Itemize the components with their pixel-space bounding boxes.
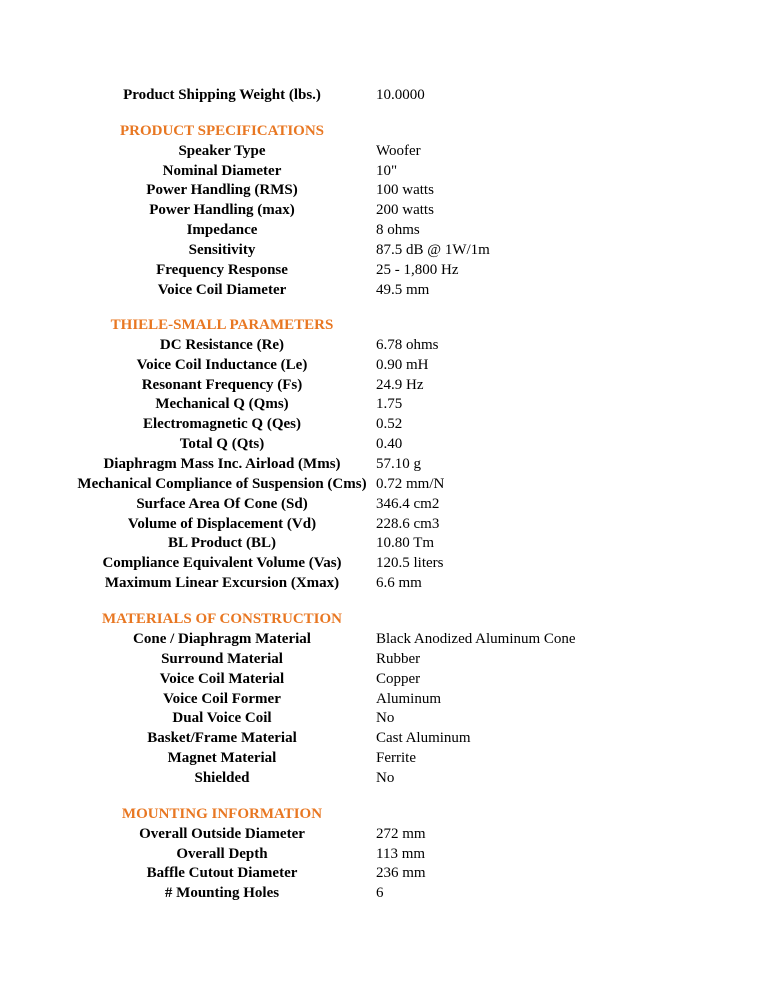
- row-label: Voice Coil Former: [163, 691, 281, 707]
- row-label: Sensitivity: [188, 242, 256, 258]
- row-label: Product Shipping Weight (lbs.): [123, 87, 321, 103]
- spec-row: [0, 200, 768, 220]
- spec-row: [0, 355, 768, 375]
- row-value: Cast Aluminum: [376, 730, 471, 746]
- row-value: 236 mm: [376, 865, 426, 881]
- row-label: Overall Depth: [176, 846, 268, 862]
- row-value: No: [376, 710, 395, 726]
- row-label: Resonant Frequency (Fs): [141, 377, 303, 393]
- row-label: Nominal Diameter: [162, 163, 282, 179]
- section-heading-thiele-small-parameters: THIELE-SMALL PARAMETERS: [110, 317, 334, 333]
- row-value: 6: [376, 885, 384, 901]
- spec-row: [0, 573, 768, 593]
- row-value: 6.78 ohms: [376, 337, 439, 353]
- spec-row: [0, 883, 768, 903]
- spec-row: [0, 669, 768, 689]
- spec-row: [0, 434, 768, 454]
- spec-row: [0, 689, 768, 709]
- section-heading-materials-of-construction: MATERIALS OF CONSTRUCTION: [101, 611, 343, 627]
- row-label: Diaphragm Mass Inc. Airload (Mms): [103, 456, 341, 472]
- row-value: Aluminum: [376, 691, 442, 707]
- row-value: 87.5 dB @ 1W/1m: [376, 242, 490, 258]
- row-value: 0.52: [376, 416, 403, 432]
- row-value: Copper: [376, 671, 421, 687]
- row-value: Rubber: [376, 651, 421, 667]
- row-label: # Mounting Holes: [164, 885, 280, 901]
- spec-row: [0, 454, 768, 474]
- spec-row: [0, 161, 768, 181]
- row-label: Mechanical Q (Qms): [155, 396, 289, 412]
- row-value: Woofer: [376, 143, 421, 159]
- row-label: Voice Coil Diameter: [157, 282, 287, 298]
- row-label: Mechanical Compliance of Suspension (Cms): [77, 476, 367, 492]
- row-label: DC Resistance (Re): [159, 337, 285, 353]
- row-value: 272 mm: [376, 826, 426, 842]
- row-label: Speaker Type: [178, 143, 266, 159]
- row-value: 49.5 mm: [376, 282, 430, 298]
- spec-row: [0, 220, 768, 240]
- row-value: 24.9 Hz: [376, 377, 424, 393]
- row-value: 10": [376, 163, 398, 179]
- row-value: Ferrite: [376, 750, 416, 766]
- spec-row: [0, 863, 768, 883]
- spec-row: [0, 768, 768, 788]
- row-value: 10.0000: [376, 87, 425, 103]
- spec-row: [0, 180, 768, 200]
- row-label: Compliance Equivalent Volume (Vas): [102, 555, 342, 571]
- spec-row: [0, 494, 768, 514]
- row-value: 57.10 g: [376, 456, 421, 472]
- spec-row: [0, 649, 768, 669]
- row-label: Total Q (Qts): [179, 436, 265, 452]
- spec-row: [0, 474, 768, 494]
- spec-row: [0, 708, 768, 728]
- row-value: 200 watts: [376, 202, 434, 218]
- spec-row: [0, 141, 768, 161]
- row-label: Shielded: [194, 770, 250, 786]
- section-heading-product-specifications: PRODUCT SPECIFICATIONS: [119, 123, 325, 139]
- row-label: Maximum Linear Excursion (Xmax): [104, 575, 340, 591]
- spec-row: [0, 844, 768, 864]
- row-value: 100 watts: [376, 182, 434, 198]
- row-value: 228.6 cm3: [376, 516, 440, 532]
- spec-row: [0, 414, 768, 434]
- row-value: 0.90 mH: [376, 357, 429, 373]
- row-label: Dual Voice Coil: [172, 710, 272, 726]
- row-label: Voice Coil Inductance (Le): [136, 357, 308, 373]
- section-heading-mounting-information: MOUNTING INFORMATION: [121, 806, 323, 822]
- row-label: Cone / Diaphragm Material: [133, 631, 311, 647]
- row-label: Power Handling (RMS): [146, 182, 298, 198]
- spec-row: [0, 260, 768, 280]
- row-label: Voice Coil Material: [159, 671, 285, 687]
- row-value: 8 ohms: [376, 222, 420, 238]
- spec-row: [0, 629, 768, 649]
- row-value: 25 - 1,800 Hz: [376, 262, 459, 278]
- row-label: BL Product (BL): [167, 535, 277, 551]
- spec-row: [0, 375, 768, 395]
- spec-row: [0, 514, 768, 534]
- row-value: 113 mm: [376, 846, 426, 862]
- row-value: 0.72 mm/N: [376, 476, 445, 492]
- row-label: Surround Material: [161, 651, 283, 667]
- spec-row: [0, 728, 768, 748]
- row-label: Power Handling (max): [149, 202, 295, 218]
- spec-row: [0, 553, 768, 573]
- row-value: 0.40: [376, 436, 403, 452]
- row-label: Frequency Response: [156, 262, 288, 278]
- row-label: Overall Outside Diameter: [139, 826, 305, 842]
- spec-row: [0, 748, 768, 768]
- row-value: 346.4 cm2: [376, 496, 440, 512]
- row-label: Baffle Cutout Diameter: [146, 865, 298, 881]
- row-value: Black Anodized Aluminum Cone: [376, 631, 576, 647]
- row-value: No: [376, 770, 395, 786]
- spec-row: [0, 335, 768, 355]
- row-label: Volume of Displacement (Vd): [127, 516, 317, 532]
- spec-row: [0, 240, 768, 260]
- spec-row: [0, 824, 768, 844]
- row-label: Basket/Frame Material: [147, 730, 297, 746]
- row-value: 120.5 liters: [376, 555, 444, 571]
- row-label: Magnet Material: [167, 750, 277, 766]
- row-value: 6.6 mm: [376, 575, 422, 591]
- row-label: Impedance: [186, 222, 258, 238]
- row-value: 10.80 Tm: [376, 535, 435, 551]
- spec-row: [0, 394, 768, 414]
- spec-row: [0, 533, 768, 553]
- row-label: Electromagnetic Q (Qes): [142, 416, 301, 432]
- shipping-weight-row: [0, 85, 768, 105]
- row-label: Surface Area Of Cone (Sd): [136, 496, 308, 512]
- spec-row: [0, 280, 768, 300]
- row-value: 1.75: [376, 396, 403, 412]
